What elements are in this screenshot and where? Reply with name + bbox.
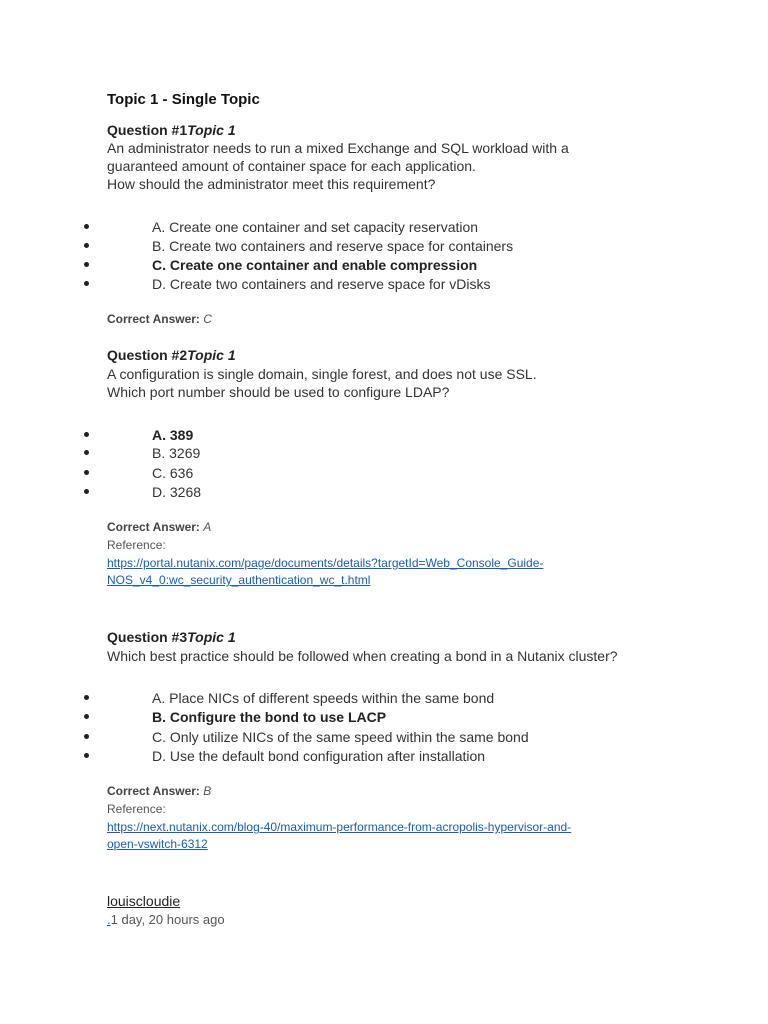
option-label: A. Place NICs of different speeds within the same bond <box>152 690 495 706</box>
question-1-option-a <box>0 219 700 238</box>
option-label: C. 636 <box>152 465 194 481</box>
question-1-option-c <box>0 257 700 276</box>
question-topic: Topic 1 <box>187 629 236 645</box>
bullet <box>84 432 89 437</box>
bullet <box>84 281 89 286</box>
bullet <box>84 224 89 229</box>
permalink-link[interactable]: . <box>107 912 111 927</box>
question-2-option-b <box>0 445 700 464</box>
question-2-option-c <box>0 465 700 484</box>
question-2-correct-answer <box>107 520 211 534</box>
question-2-title <box>107 347 236 363</box>
question-number: Question #3 <box>107 629 188 645</box>
correct-answer-value: C <box>203 312 212 326</box>
question-1-title <box>107 122 236 138</box>
bullet <box>84 262 89 267</box>
question-text-line: guaranteed amount of container space for each application. <box>107 158 476 174</box>
question-1-text <box>107 139 707 193</box>
correct-answer-value: A <box>203 520 212 534</box>
question-3-option-c <box>0 729 700 748</box>
option-label: D. Use the default bond configuration after installation <box>152 748 486 764</box>
option-label: B. 3269 <box>152 445 201 461</box>
question-text-line: An administrator needs to run a mixed Exchange and SQL workload with a <box>107 140 569 156</box>
question-text-line: Which port number should be used to configure LDAP? <box>107 384 450 400</box>
question-3-option-b <box>0 709 700 728</box>
reference-label: Reference: <box>107 802 166 816</box>
question-3-text <box>107 647 727 665</box>
question-3-correct-answer <box>107 784 211 798</box>
option-label: D. 3268 <box>152 484 202 500</box>
bullet <box>84 470 89 475</box>
correct-answer-label: Correct Answer: <box>107 520 200 534</box>
bullet <box>84 695 89 700</box>
reference-link[interactable] <box>107 819 667 853</box>
question-2-option-d <box>0 484 700 503</box>
bullet <box>84 714 89 719</box>
question-1-correct-answer <box>107 312 212 326</box>
bullet <box>84 450 89 455</box>
question-1-option-d <box>0 276 700 295</box>
question-2-option-a <box>0 427 700 446</box>
bullet <box>84 489 89 494</box>
question-number: Question #1 <box>107 122 188 138</box>
comment-author-link[interactable]: louiscloudie <box>107 893 181 909</box>
page-title: Topic 1 - Single Topic <box>107 91 260 108</box>
comment-timestamp <box>107 912 225 927</box>
bullet <box>84 243 89 248</box>
option-label: C. Only utilize NICs of the same speed within the same bond <box>152 729 529 745</box>
option-label: B. Create two containers and reserve space for containers <box>152 238 514 254</box>
correct-answer-label: Correct Answer: <box>107 312 200 326</box>
bullet <box>84 734 89 739</box>
reference-label: Reference: <box>107 538 166 552</box>
reference-link-line[interactable]: https://portal.nutanix.com/page/documents/details?targetId=Web_Console_Guide- <box>107 556 544 570</box>
question-topic: Topic 1 <box>187 122 236 138</box>
reference-link[interactable] <box>107 555 647 589</box>
question-number: Question #2 <box>107 347 188 363</box>
option-label: B. Configure the bond to use LACP <box>152 709 387 725</box>
option-label: A. Create one container and set capacity reservation <box>152 219 479 235</box>
question-topic: Topic 1 <box>187 347 236 363</box>
option-label: C. Create one container and enable compression <box>152 257 478 273</box>
correct-answer-label: Correct Answer: <box>107 784 200 798</box>
question-3-option-d <box>0 748 700 767</box>
question-text-line: How should the administrator meet this requirement? <box>107 176 436 192</box>
reference-link-line[interactable]: open-vswitch-6312 <box>107 837 208 851</box>
question-text-line: Which best practice should be followed when creating a bond in a Nutanix cluster? <box>107 648 618 664</box>
question-1-option-b <box>0 238 700 257</box>
option-label: A. 389 <box>152 427 194 443</box>
bullet <box>84 753 89 758</box>
question-3-option-a <box>0 690 700 709</box>
question-2-text <box>107 365 707 401</box>
reference-link-line[interactable]: NOS_v4_0:wc_security_authentication_wc_t.html <box>107 573 371 587</box>
option-label: D. Create two containers and reserve space for vDisks <box>152 276 491 292</box>
correct-answer-value: B <box>203 784 212 798</box>
question-3-title <box>107 629 236 645</box>
reference-link-line[interactable]: https://next.nutanix.com/blog-40/maximum-performance-from-acropolis-hypervisor-and- <box>107 820 572 834</box>
comment-time-text: 1 day, 20 hours ago <box>110 912 225 927</box>
question-text-line: A configuration is single domain, single forest, and does not use SSL. <box>107 366 537 382</box>
